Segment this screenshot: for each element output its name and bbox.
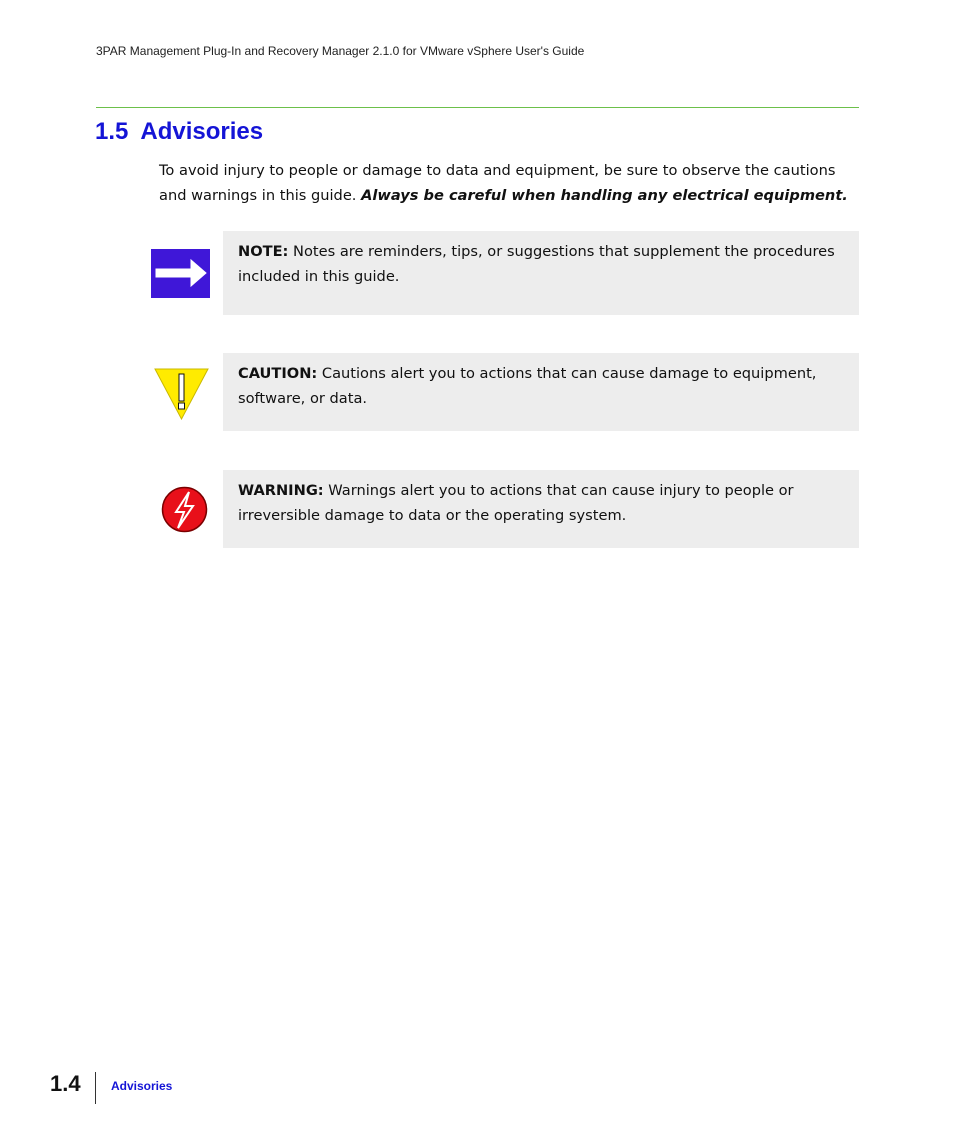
running-header: 3PAR Management Plug-In and Recovery Manager 2.1.0 for VMware vSphere User's Guide bbox=[96, 44, 585, 58]
section-heading bbox=[95, 118, 263, 146]
warning-text: Warnings alert you to actions that can cause injury to people or irreversible damage to data or the operating system. bbox=[238, 482, 794, 524]
section-number: 1.5 bbox=[95, 118, 129, 145]
section-title: Advisories bbox=[140, 118, 264, 145]
arrow-right-icon bbox=[151, 249, 210, 298]
caution-box bbox=[223, 353, 859, 431]
intro-paragraph bbox=[159, 158, 859, 208]
lightning-bolt-icon bbox=[161, 486, 208, 533]
intro-text: To avoid injury to people or damage to data and equipment, be sure to observe the cautions and warnings in this guide. bbox=[159, 162, 836, 204]
note-text: Notes are reminders, tips, or suggestions that supplement the procedures included in this guide. bbox=[238, 243, 835, 285]
page-number: 1.4 bbox=[50, 1071, 81, 1096]
note-box bbox=[223, 231, 859, 315]
header-rule bbox=[96, 107, 859, 108]
caution-label: CAUTION: bbox=[238, 365, 318, 382]
footer-section-name: Advisories bbox=[111, 1079, 173, 1093]
note-label: NOTE: bbox=[238, 243, 289, 260]
caution-text: Cautions alert you to actions that can cause damage to equipment, software, or data. bbox=[238, 365, 817, 407]
warning-box bbox=[223, 470, 859, 548]
footer-divider bbox=[95, 1072, 96, 1104]
intro-emphasis: Always be careful when handling any electrical equipment. bbox=[361, 187, 848, 204]
warning-label: WARNING: bbox=[238, 482, 324, 499]
caution-triangle-icon bbox=[154, 368, 209, 420]
